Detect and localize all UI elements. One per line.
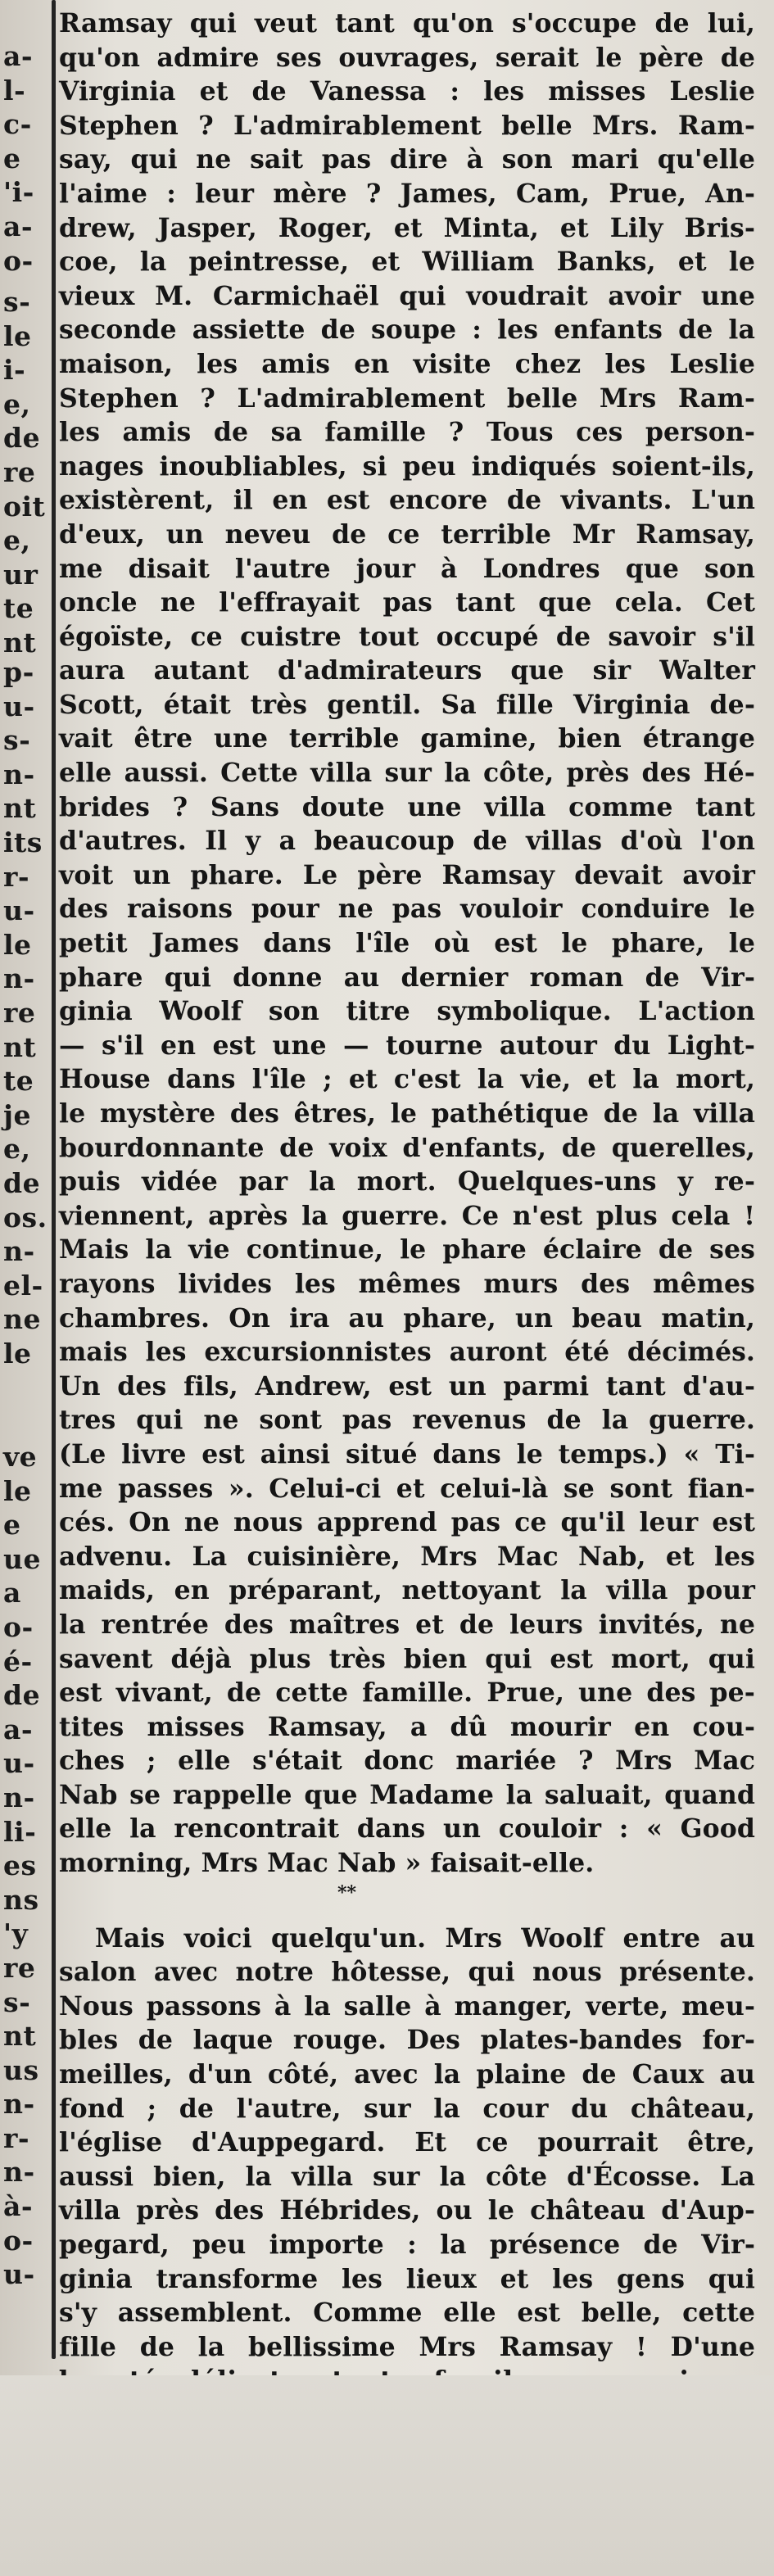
column-rule — [52, 0, 56, 2359]
text-line: savent déjà plus très bien qui est mort, qui — [59, 1643, 755, 1674]
text-line: cés. On ne nous apprend pas ce qu'il leur est — [59, 1507, 755, 1538]
gutter-fragment: re — [3, 455, 36, 488]
text-line: existèrent, il en est encore de vivants. L'un — [59, 485, 755, 516]
text-line: (Le livre est ainsi situé dans le temps.) « Ti- — [59, 1438, 755, 1469]
text-line: viennent, après la guerre. Ce n'est plus cela ! — [59, 1200, 755, 1231]
text-line: morning, Mrs Mac Nab » faisait-elle. — [59, 1848, 595, 1879]
asterism: ** — [337, 1881, 357, 1904]
text-line: aussi bien, la villa sur la côte d'Écosse. La — [59, 2161, 755, 2192]
gutter-fragment: nt — [3, 792, 37, 825]
gutter-fragment: ve — [3, 1441, 38, 1473]
fragment-group-2 — [3, 285, 45, 660]
gutter-fragment: ue — [3, 1542, 41, 1575]
fragment-group-4 — [3, 1440, 41, 2292]
gutter-fragment: s- — [3, 1985, 31, 2018]
gutter-fragment: s- — [3, 724, 31, 757]
text-line: say, qui ne sait pas dire à son mari qu'elle — [59, 144, 755, 175]
gutter-fragment: ns — [3, 1883, 39, 1916]
adjacent-column-fragments — [0, 0, 49, 2576]
text-line: fond ; de l'autre, sur la cour du château, — [59, 2093, 755, 2124]
gutter-fragment: de — [3, 422, 41, 455]
text-line: d'eux, un neveu de ce terrible Mr Ramsay, — [59, 518, 755, 550]
gutter-fragment: à- — [3, 2190, 34, 2223]
gutter-fragment: nt — [3, 2020, 37, 2053]
text-line: est vivant, de cette famille. Prue, une des pe- — [59, 1677, 755, 1709]
text-line: ginia transforme les lieux et les gens qui — [59, 2263, 755, 2294]
text-line: vait être une terrible gamine, bien étrange — [59, 723, 755, 754]
section-break — [59, 1881, 755, 1922]
gutter-fragment: te — [3, 1065, 34, 1098]
gutter-fragment: a- — [3, 210, 34, 242]
text-line: les amis de sa famille ? Tous ces person- — [59, 417, 755, 448]
text-line: ches ; elle s'était donc mariée ? Mrs Mac — [59, 1745, 755, 1777]
gutter-fragment: n- — [3, 1781, 35, 1813]
gutter-fragment: u- — [3, 1747, 35, 1780]
text-line: aura autant d'admirateurs que sir Walter — [59, 655, 755, 686]
text-line: pegard, peu importe : la présence de Vir- — [59, 2230, 755, 2260]
gutter-fragment: a- — [3, 1713, 34, 1745]
gutter-fragment: n- — [3, 2156, 35, 2189]
gutter-fragment: o- — [3, 1610, 34, 1643]
text-line: Nab se rappelle que Madame la saluait, quand — [59, 1779, 755, 1810]
text-line: le mystère des êtres, le pathétique de la villa — [59, 1098, 755, 1129]
text-line: fille de la bellissime Mrs Ramsay ! D'une — [59, 2331, 755, 2362]
gutter-fragment: te — [3, 592, 34, 625]
gutter-fragment: je — [3, 1098, 31, 1131]
text-line: me disait l'autre jour à Londres que son — [59, 553, 755, 584]
text-line: tres qui ne sont pas revenus de la guerre. — [59, 1405, 755, 1436]
text-line: ginia Woolf son titre symbolique. L'action — [59, 996, 755, 1027]
text-line: Ramsay qui veut tant qu'on s'occupe de lui, — [59, 8, 755, 38]
text-line: égoïste, ce cuistre tout occupé de savoir s'il — [59, 621, 755, 652]
gutter-fragment: u- — [3, 2258, 35, 2291]
gutter-fragment: es — [3, 1849, 37, 1882]
gutter-fragment: r- — [3, 860, 30, 893]
text-line: d'autres. Il y a beaucoup de villas d'où l'on — [59, 826, 755, 857]
text-line: Un des fils, Andrew, est un parmi tant d'au- — [59, 1370, 755, 1401]
gutter-fragment: n- — [3, 2088, 35, 2121]
gutter-fragment: e, — [3, 1133, 31, 1166]
text-line: l'église d'Auppegard. Et ce pourrait être, — [59, 2127, 755, 2158]
gutter-fragment: li- — [3, 1815, 37, 1848]
gutter-fragment: re — [3, 1951, 36, 1984]
text-line: Stephen ? L'admirablement belle Mrs Ram- — [59, 383, 755, 414]
gutter-fragment: le — [3, 928, 32, 961]
gutter-fragment: nt — [3, 626, 37, 659]
text-line: Virginia et de Vanessa : les misses Leslie — [59, 76, 755, 107]
text-line: vieux M. Carmichaël qui voudrait avoir une — [59, 280, 755, 311]
gutter-fragment: ur — [3, 558, 38, 591]
gutter-fragment: ne — [3, 1303, 41, 1336]
blank-paper-margin — [0, 2375, 774, 2576]
gutter-fragment: n- — [3, 1235, 35, 1268]
gutter-fragment: a — [3, 1577, 21, 1609]
text-line: chambres. On ira au phare, un beau matin, — [59, 1302, 755, 1333]
gutter-fragment: 'y — [3, 1917, 29, 1950]
gutter-fragment: p- — [3, 656, 34, 688]
text-line: voit un phare. Le père Ramsay devait avoir — [59, 859, 755, 890]
text-line: puis vidée par la mort. Quelques-uns y re- — [59, 1166, 755, 1197]
gutter-fragment: de — [3, 1166, 41, 1199]
text-line: oncle ne l'effrayait pas tant que cela. Cet — [59, 587, 755, 618]
text-line: Nous passons à la salle à manger, verte, meu- — [59, 1990, 755, 2021]
text-line: elle aussi. Cette villa sur la côte, près des Hé- — [59, 758, 755, 789]
gutter-fragment: le — [3, 319, 32, 352]
gutter-fragment: 'i- — [3, 176, 34, 209]
text-line: brides ? Sans doute une villa comme tant — [59, 791, 755, 822]
gutter-fragment: u- — [3, 894, 35, 927]
text-line: Mais la vie continue, le phare éclaire de ses — [59, 1234, 755, 1265]
text-line: elle la rencontrait dans un couloir : « Good — [59, 1813, 755, 1845]
text-line: advenu. La cuisinière, Mrs Mac Nab, et les — [59, 1541, 755, 1572]
text-line: maids, en préparant, nettoyant la villa pour — [59, 1575, 755, 1606]
gutter-fragment: a- — [3, 40, 34, 72]
text-line: drew, Jasper, Roger, et Minta, et Lily Bris- — [59, 212, 755, 243]
text-line: phare qui donne au dernier roman de Vir- — [59, 962, 755, 993]
gutter-fragment: el- — [3, 1269, 43, 1302]
text-line: seconde assiette de soupe : les enfants de la — [59, 315, 755, 346]
text-line: Stephen ? L'admirablement belle Mrs. Ram- — [59, 110, 755, 141]
gutter-fragment: c- — [3, 108, 32, 141]
text-line: nages inoubliables, si peu indiqués soient-ils, — [59, 450, 755, 482]
gutter-fragment: e, — [3, 387, 31, 420]
gutter-fragment: le — [3, 1474, 32, 1507]
text-line: villa près des Hébrides, ou le château d'Aup- — [59, 2195, 755, 2226]
text-line: des raisons pour ne pas vouloir conduire le — [59, 894, 755, 925]
text-line: salon avec notre hôtesse, qui nous présente. — [59, 1957, 755, 1988]
gutter-fragment: r- — [3, 2121, 30, 2154]
gutter-fragment: e — [3, 142, 21, 174]
gutter-fragment: e, — [3, 524, 31, 557]
gutter-fragment: re — [3, 996, 36, 1029]
gutter-fragment: os. — [3, 1201, 48, 1234]
gutter-fragment: l- — [3, 74, 26, 106]
gutter-fragment: é- — [3, 1645, 33, 1677]
gutter-fragment: nt — [3, 1030, 37, 1063]
text-line: petit James dans l'île où est le phare, le — [59, 928, 755, 959]
text-line: mais les excursionnistes auront été décimés. — [59, 1337, 755, 1368]
text-line: rayons livides les mêmes murs des mêmes — [59, 1268, 755, 1299]
fragment-group-1 — [3, 39, 34, 278]
gutter-fragment: n- — [3, 962, 35, 995]
text-line: bourdonnante de voix d'enfants, de querelles, — [59, 1132, 755, 1163]
gutter-fragment: i- — [3, 354, 26, 387]
gutter-fragment: le — [3, 1337, 32, 1369]
fragment-group-3 — [3, 655, 48, 1370]
gutter-fragment: s- — [3, 286, 31, 318]
article-column — [59, 7, 755, 2534]
text-line: coe, la peintresse, et William Banks, et le — [59, 247, 755, 278]
text-line: tites misses Ramsay, a dû mourir en cou- — [59, 1711, 755, 1742]
paragraph-1 — [59, 7, 755, 1881]
text-line: qu'on admire ses ouvrages, serait le père de — [59, 42, 755, 73]
text-line: House dans l'île ; et c'est la vie, et la mort, — [59, 1064, 755, 1095]
gutter-fragment: u- — [3, 690, 35, 722]
gutter-fragment: oit — [3, 490, 46, 523]
text-line: bles de laque rouge. Des plates-bandes for- — [59, 2025, 755, 2056]
text-line: meilles, d'un côté, avec la plaine de Caux au — [59, 2059, 755, 2090]
text-line: la rentrée des maîtres et de leurs invités, ne — [59, 1609, 755, 1640]
gutter-fragment: o- — [3, 244, 34, 277]
text-line: — s'il en est une — tourne autour du Light- — [59, 1030, 755, 1061]
text-line: me passes ». Celui-ci et celui-là se sont fian- — [59, 1473, 755, 1504]
gutter-fragment: us — [3, 2053, 39, 2086]
text-line: s'y assemblent. Comme elle est belle, cette — [59, 2298, 755, 2329]
gutter-fragment: de — [3, 1679, 41, 1712]
text-line: Scott, était très gentil. Sa fille Virginia de- — [59, 689, 755, 720]
gutter-fragment: o- — [3, 2224, 34, 2257]
gutter-fragment: e — [3, 1509, 21, 1542]
text-line: maison, les amis en visite chez les Leslie — [59, 348, 755, 379]
text-line: l'aime : leur mère ? James, Cam, Prue, An- — [59, 178, 755, 209]
text-line: Mais voici quelqu'un. Mrs Woolf entre au — [95, 1922, 755, 1954]
gutter-fragment: its — [3, 826, 43, 858]
gutter-fragment: n- — [3, 758, 35, 790]
